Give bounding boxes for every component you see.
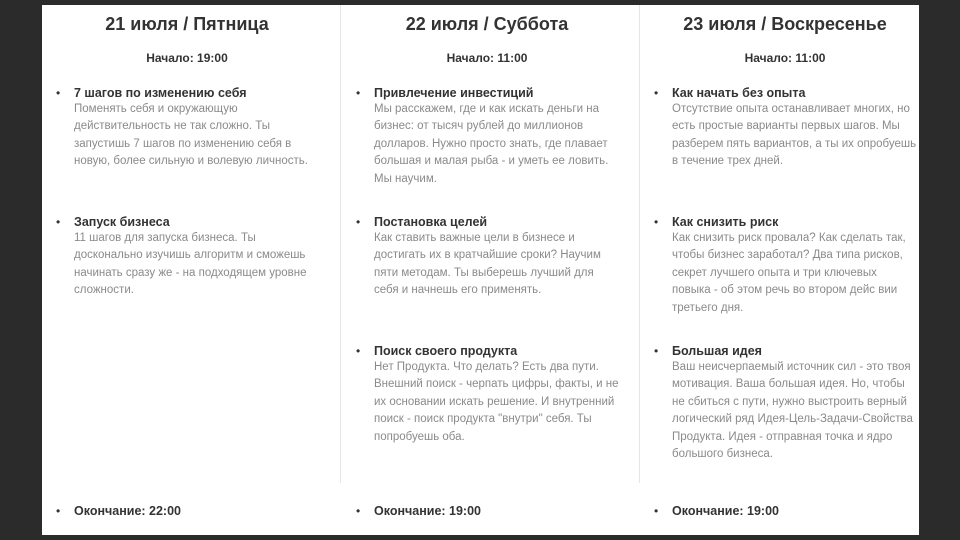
- bullet-icon: •: [356, 344, 361, 358]
- item-description: Отсутствие опыта останавливает многих, но есть простые варианты первых шагов. Мы разберем пять вариантов, а ты их опробуешь в течение трех дней.: [672, 103, 917, 168]
- item-title: Постановка целей: [374, 215, 488, 229]
- item-title: Большая идея: [672, 344, 762, 358]
- day-title: 21 июля / Пятница: [105, 14, 269, 34]
- bullet-icon: •: [356, 504, 361, 518]
- item-description: Мы расскажем, где и как искать деньги на бизнес: от тысяч рублей до миллионов долларов. Нужно просто знать, где плавает большая и малая рыба - и уметь ее ловить. Мы научим.: [374, 103, 609, 185]
- item-title: Как начать без опыта: [672, 86, 806, 100]
- bullet-icon: •: [356, 215, 361, 229]
- end-time: Окончание: 19:00: [672, 504, 780, 518]
- start-time: Начало: 11:00: [446, 51, 528, 65]
- day-column-saturday: [342, 5, 632, 535]
- day-title: 22 июля / Суббота: [405, 14, 569, 34]
- item-description: Как ставить важные цели в бизнесе и достигать их в кратчайшие сроки? Научим пяти методам. Ты выберешь лучший для себя и начнешь его применять.: [374, 232, 601, 297]
- item-title: 7 шагов по изменению себя: [74, 86, 247, 100]
- item-description: Нет Продукта. Что делать? Есть два пути. Внешний поиск - черпать цифры, факты, и не их основании искать решение. И внутренний поиск - поиск продукта "внутри" себя. Ты попробуешь оба.: [374, 361, 619, 443]
- item-description: Как снизить риск провала? Как сделать так, чтобы бизнес заработал? Два типа рисков, секрет лучшего опыта и три ключевых повыка - об этом речь во втором дейс вии третьего дня.: [672, 232, 906, 314]
- start-time: Начало: 11:00: [744, 51, 826, 65]
- bullet-icon: •: [356, 86, 361, 100]
- day-column-sunday: [640, 5, 930, 535]
- bullet-icon: •: [56, 86, 61, 100]
- day-title: 23 июля / Воскресенье: [683, 14, 887, 34]
- item-title: Как снизить риск: [672, 215, 779, 229]
- schedule-sheet: [42, 5, 919, 535]
- column-divider: [340, 5, 341, 483]
- bullet-icon: •: [654, 504, 659, 518]
- bullet-icon: •: [56, 215, 61, 229]
- bullet-icon: •: [654, 86, 659, 100]
- item-title: Запуск бизнеса: [74, 215, 170, 229]
- day-column-friday: [42, 5, 332, 535]
- item-title: Поиск своего продукта: [374, 344, 518, 358]
- item-title: Привлечение инвестиций: [374, 86, 534, 100]
- item-description: Поменять себя и окружающую действительность не так сложно. Ты запустишь 7 шагов по изменению себя в новую, более сильную и волевую личность.: [74, 103, 308, 168]
- item-description: Ваш неисчерпаемый источник сил - это твоя мотивация. Ваша большая идея. Но, чтобы не сбиться с пути, нужно выстроить верный логический ряд Идея-Цель-Задачи-Свойства Продукта. Идея - отправная точка и ядро большого бизнеса.: [672, 361, 913, 461]
- bullet-icon: •: [56, 504, 61, 518]
- start-time: Начало: 19:00: [146, 51, 228, 65]
- end-time: Окончание: 19:00: [374, 504, 482, 518]
- end-time: Окончание: 22:00: [74, 504, 182, 518]
- item-description: 11 шагов для запуска бизнеса. Ты досконально изучишь алгоритм и сможешь начинать сразу же - на подходящем уровне сложности.: [74, 232, 307, 297]
- bullet-icon: •: [654, 215, 659, 229]
- bullet-icon: •: [654, 344, 659, 358]
